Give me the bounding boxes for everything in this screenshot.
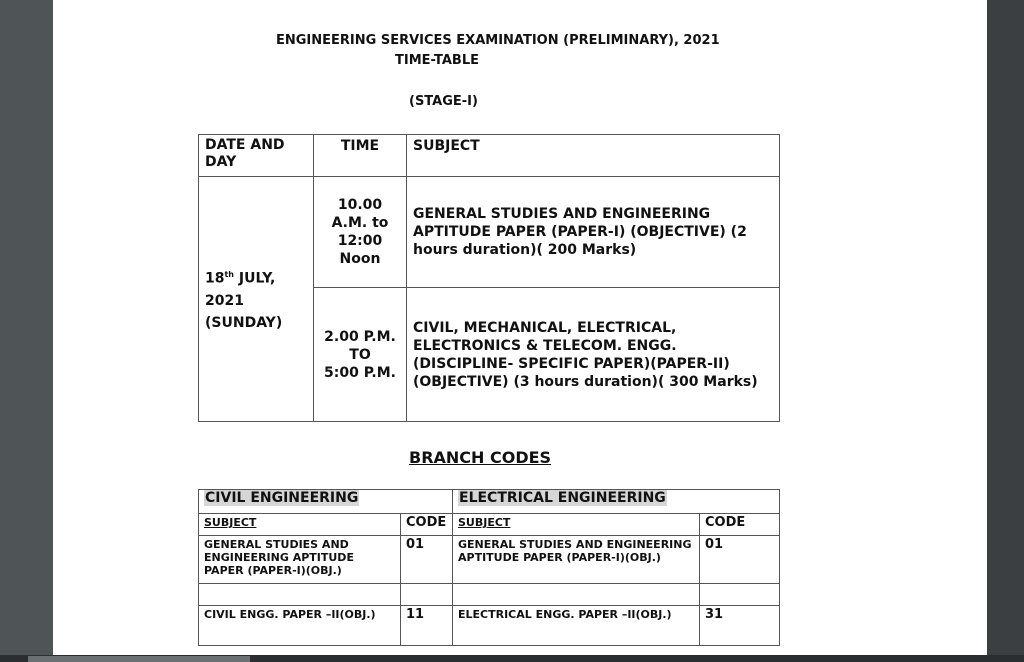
civil-subject-col: SUBJECT xyxy=(199,514,401,536)
civil-row-1-subject: GENERAL STUDIES AND ENGINEERING APTITUDE PAPER (PAPER-I)(OBJ.) xyxy=(199,536,401,584)
exam-date: 18th JULY, xyxy=(205,270,276,287)
session-1-subject: GENERAL STUDIES AND ENGINEERING APTITUDE PAPER (PAPER-I) (OBJECTIVE) (2 hours duration)( 200 Marks) xyxy=(407,177,780,288)
electrical-code-col: CODE xyxy=(700,514,780,536)
exam-year: 2021 xyxy=(205,292,244,309)
civil-row-2-subject: CIVIL ENGG. PAPER –II(OBJ.) xyxy=(199,606,401,646)
viewer-side-panel xyxy=(987,0,1024,655)
branch-codes-table xyxy=(198,489,780,646)
electrical-subject-col: SUBJECT xyxy=(453,514,700,536)
electrical-row-2-code: 31 xyxy=(700,606,780,646)
civil-code-col: CODE xyxy=(401,514,453,536)
branch-row-1 xyxy=(199,536,780,584)
branch-spacer-row xyxy=(199,584,780,606)
electrical-row-1-subject: GENERAL STUDIES AND ENGINEERING APTITUDE PAPER (PAPER-I)(OBJ.) xyxy=(453,536,700,584)
civil-row-1-code: 01 xyxy=(401,536,453,584)
timetable xyxy=(198,134,780,422)
header-date: DATE AND DAY xyxy=(199,135,314,177)
header-subject: SUBJECT xyxy=(407,135,780,177)
document-subtitle: TIME-TABLE xyxy=(395,53,479,68)
electrical-row-1-code: 01 xyxy=(700,536,780,584)
header-time: TIME xyxy=(314,135,407,177)
document-title: ENGINEERING SERVICES EXAMINATION (PRELIMINARY), 2021 xyxy=(276,33,720,48)
branch-column-row xyxy=(199,514,780,536)
stage-label: (STAGE-I) xyxy=(409,94,478,109)
exam-weekday: (SUNDAY) xyxy=(205,314,283,331)
branch-heading-row xyxy=(199,490,780,514)
session-row-1 xyxy=(199,177,780,288)
electrical-heading: ELECTRICAL ENGINEERING xyxy=(453,490,780,514)
civil-row-2-code: 11 xyxy=(401,606,453,646)
branch-row-2 xyxy=(199,606,780,646)
civil-heading: CIVIL ENGINEERING xyxy=(199,490,453,514)
electrical-row-2-subject: ELECTRICAL ENGG. PAPER –II(OBJ.) xyxy=(453,606,700,646)
exam-date-cell xyxy=(199,177,314,422)
session-2-subject: CIVIL, MECHANICAL, ELECTRICAL, ELECTRONICS & TELECOM. ENGG. (DISCIPLINE- SPECIFIC PAPER)(PAPER-II) (OBJECTIVE) (3 hours duration)( 300 Marks) xyxy=(407,288,780,422)
session-2-time: 2.00 P.M. TO 5:00 P.M. xyxy=(314,288,407,422)
document-page xyxy=(53,0,987,655)
branch-codes-title: BRANCH CODES xyxy=(409,448,552,467)
scrollbar-thumb[interactable] xyxy=(28,656,250,662)
timetable-header-row xyxy=(199,135,780,177)
session-1-time: 10.00 A.M. to 12:00 Noon xyxy=(314,177,407,288)
